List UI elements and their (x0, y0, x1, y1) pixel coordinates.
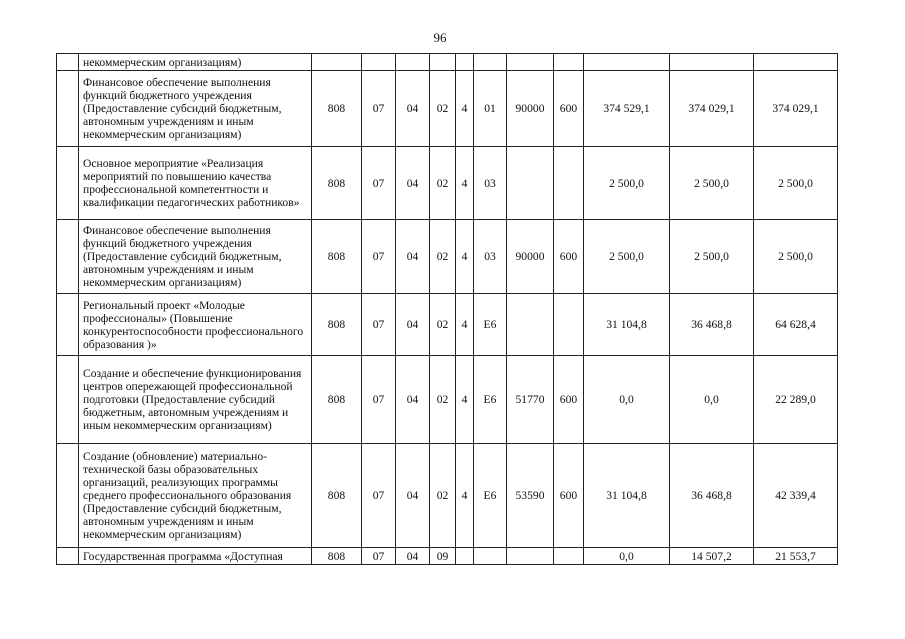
event-code: E6 (474, 444, 507, 548)
year3-amount: 2 500,0 (754, 147, 838, 220)
subsection-code (396, 54, 430, 71)
subsection-code: 04 (396, 356, 430, 444)
year1-amount: 374 529,1 (584, 71, 670, 147)
row-indent-cell (57, 294, 79, 356)
program-code: 09 (430, 548, 456, 565)
row-name: Создание и обеспечение функционирования центров опережающей профессиональной подготовки (Предоставление субсидий бюджетным, автономным учреждениям и иным некоммерческим организациям) (79, 356, 312, 444)
year2-amount: 0,0 (670, 356, 754, 444)
direction-code: 51770 (507, 356, 554, 444)
section-code: 07 (362, 444, 396, 548)
subprogram-code (456, 54, 474, 71)
year1-amount (584, 54, 670, 71)
year1-amount: 0,0 (584, 356, 670, 444)
program-code: 02 (430, 294, 456, 356)
expense-type-code (554, 548, 584, 565)
table-row (57, 71, 838, 147)
event-code: E6 (474, 356, 507, 444)
subsection-code: 04 (396, 444, 430, 548)
program-code: 02 (430, 147, 456, 220)
direction-code: 53590 (507, 444, 554, 548)
row-indent-cell (57, 147, 79, 220)
program-code: 02 (430, 220, 456, 294)
subsection-code: 04 (396, 548, 430, 565)
direction-code: 90000 (507, 71, 554, 147)
section-code: 07 (362, 356, 396, 444)
grbs-code: 808 (312, 147, 362, 220)
year2-amount: 36 468,8 (670, 294, 754, 356)
year1-amount: 31 104,8 (584, 294, 670, 356)
section-code: 07 (362, 548, 396, 565)
expense-type-code: 600 (554, 356, 584, 444)
subprogram-code (456, 548, 474, 565)
program-code (430, 54, 456, 71)
year2-amount: 14 507,2 (670, 548, 754, 565)
grbs-code: 808 (312, 356, 362, 444)
grbs-code: 808 (312, 71, 362, 147)
section-code: 07 (362, 220, 396, 294)
page-number: 96 (433, 30, 447, 45)
year3-amount: 64 628,4 (754, 294, 838, 356)
direction-code: 90000 (507, 220, 554, 294)
grbs-code: 808 (312, 220, 362, 294)
subprogram-code: 4 (456, 356, 474, 444)
year3-amount: 42 339,4 (754, 444, 838, 548)
subsection-code: 04 (396, 220, 430, 294)
section-code: 07 (362, 294, 396, 356)
table-row (57, 147, 838, 220)
table-row (57, 220, 838, 294)
subsection-code: 04 (396, 147, 430, 220)
row-name: Создание (обновление) материально-технической базы образовательных организаций, реализующих программы среднего профессионального образования (Предоставление субсидий бюджетным, автономным учреждениям и иным некоммерческим организациям) (79, 444, 312, 548)
row-name: Финансовое обеспечение выполнения функций бюджетного учреждения (Предоставление субсидий бюджетным, автономным учреждениям и иным некоммерческим организациям) (79, 71, 312, 147)
section-code: 07 (362, 71, 396, 147)
row-name: Финансовое обеспечение выполнения функций бюджетного учреждения (Предоставление субсидий бюджетным, автономным учреждениям и иным некоммерческим организациям) (79, 220, 312, 294)
grbs-code: 808 (312, 444, 362, 548)
section-code: 07 (362, 147, 396, 220)
grbs-code: 808 (312, 548, 362, 565)
year2-amount: 36 468,8 (670, 444, 754, 548)
direction-code (507, 294, 554, 356)
program-code: 02 (430, 356, 456, 444)
row-indent-cell (57, 356, 79, 444)
table-row (57, 548, 838, 565)
year3-amount: 21 553,7 (754, 548, 838, 565)
table-row (57, 54, 838, 71)
year3-amount: 374 029,1 (754, 71, 838, 147)
table-row (57, 294, 838, 356)
table-row (57, 356, 838, 444)
year3-amount: 22 289,0 (754, 356, 838, 444)
subprogram-code: 4 (456, 444, 474, 548)
row-name: Государственная программа «Доступная (79, 548, 312, 565)
event-code: E6 (474, 294, 507, 356)
event-code (474, 54, 507, 71)
row-indent-cell (57, 548, 79, 565)
year2-amount: 2 500,0 (670, 147, 754, 220)
grbs-code (312, 54, 362, 71)
year1-amount: 31 104,8 (584, 444, 670, 548)
year2-amount: 374 029,1 (670, 71, 754, 147)
event-code: 03 (474, 147, 507, 220)
row-name: Основное мероприятие «Реализация мероприятий по повышению качества профессиональной компетентности и квалификации педагогических работников» (79, 147, 312, 220)
subsection-code: 04 (396, 71, 430, 147)
year2-amount (670, 54, 754, 71)
grbs-code: 808 (312, 294, 362, 356)
subprogram-code: 4 (456, 294, 474, 356)
row-name: Региональный проект «Молодые профессионалы» (Повышение конкурентоспособности профессионального образования )» (79, 294, 312, 356)
direction-code (507, 54, 554, 71)
year1-amount: 2 500,0 (584, 220, 670, 294)
section-code (362, 54, 396, 71)
expense-type-code (554, 147, 584, 220)
direction-code (507, 147, 554, 220)
year3-amount: 2 500,0 (754, 220, 838, 294)
event-code (474, 548, 507, 565)
row-indent-cell (57, 220, 79, 294)
budget-table (56, 53, 838, 565)
event-code: 01 (474, 71, 507, 147)
subprogram-code: 4 (456, 71, 474, 147)
row-indent-cell (57, 54, 79, 71)
subprogram-code: 4 (456, 147, 474, 220)
subsection-code: 04 (396, 294, 430, 356)
year1-amount: 0,0 (584, 548, 670, 565)
year1-amount: 2 500,0 (584, 147, 670, 220)
expense-type-code: 600 (554, 71, 584, 147)
row-indent-cell (57, 444, 79, 548)
row-name: некоммерческим организациям) (79, 54, 312, 71)
direction-code (507, 548, 554, 565)
expense-type-code: 600 (554, 220, 584, 294)
program-code: 02 (430, 71, 456, 147)
expense-type-code (554, 54, 584, 71)
row-indent-cell (57, 71, 79, 147)
event-code: 03 (474, 220, 507, 294)
year2-amount: 2 500,0 (670, 220, 754, 294)
expense-type-code (554, 294, 584, 356)
expense-type-code: 600 (554, 444, 584, 548)
program-code: 02 (430, 444, 456, 548)
subprogram-code: 4 (456, 220, 474, 294)
table-row (57, 444, 838, 548)
year3-amount (754, 54, 838, 71)
